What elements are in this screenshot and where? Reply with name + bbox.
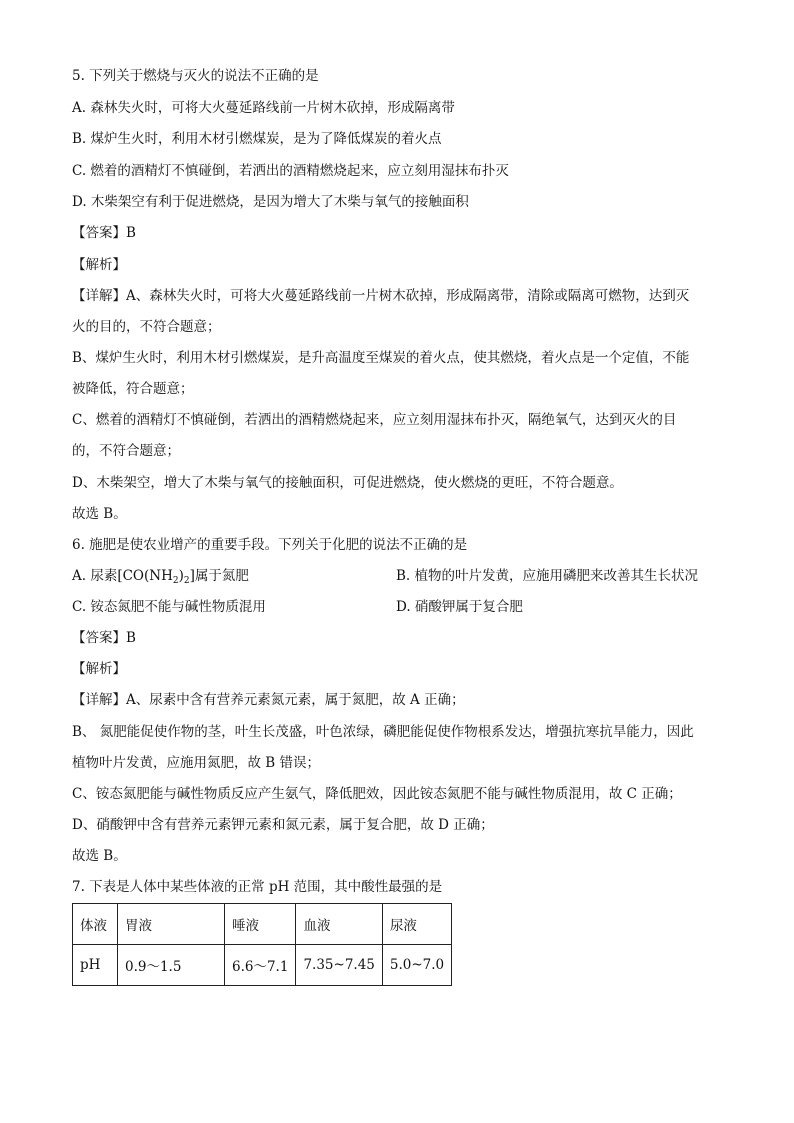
q6-detail-line: 植物叶片发黄，应施用氮肥，故 B 错误； xyxy=(72,755,321,771)
q5-conclusion: 故选 B。 xyxy=(72,506,127,522)
q6-option-a-prefix: A. 尿素[CO(NH xyxy=(72,568,173,584)
table-cell: 7.35~7.45 xyxy=(296,945,382,986)
q6-detail-line: 【详解】A、尿素中含有营养元素氮元素，属于氮肥，故 A 正确； xyxy=(72,692,465,708)
table-cell: 0.9～1.5 xyxy=(118,945,225,986)
q6-option-a xyxy=(72,566,249,591)
q5-option-a: A. 森林失火时，可将大火蔓延路线前一片树木砍掉，形成隔离带 xyxy=(72,100,455,116)
q5-detail-line: D、木柴架空，增大了木柴与氧气的接触面积，可促进燃烧，使火燃烧的更旺，不符合题意。 xyxy=(72,475,623,491)
table-header-cell: 血液 xyxy=(296,904,382,945)
q6-detail-line: B、 氮肥能促使作物的茎，叶生长茂盛，叶色浓绿，磷肥能促使作物根系发达，增强抗寒抗旱能力，因此 xyxy=(72,724,694,740)
q6-answer: 【答案】B xyxy=(72,630,136,646)
table-cell: 6.6～7.1 xyxy=(225,945,296,986)
q5-option-d: D. 木柴架空有利于促进燃烧，是因为增大了木柴与氧气的接触面积 xyxy=(72,194,469,210)
q5-option-c: C. 燃着的酒精灯不慎碰倒，若洒出的酒精燃烧起来，应立刻用湿抹布扑灭 xyxy=(72,163,509,179)
q6-option-b: B. 植物的叶片发黄，应施用磷肥来改善其生长状况 xyxy=(396,568,699,584)
q5-stem: 5. 下列关于燃烧与灭火的说法不正确的是 xyxy=(72,68,319,84)
table-header-cell: 胃液 xyxy=(118,904,225,945)
table-row xyxy=(73,904,452,945)
q6-conclusion: 故选 B。 xyxy=(72,848,127,864)
table-cell: 5.0~7.0 xyxy=(382,945,451,986)
q6-analysis-label: 【解析】 xyxy=(72,661,126,677)
q6-option-a-mid: ) xyxy=(178,568,184,584)
q6-option-c: C. 铵态氮肥不能与碱性物质混用 xyxy=(72,599,266,615)
q5-detail-line: B、煤炉生火时，利用木材引燃煤炭，是升高温度至煤炭的着火点，使其燃烧，着火点是一个定值，不能 xyxy=(72,350,690,366)
table-header-cell: 体液 xyxy=(73,904,118,945)
q6-detail-line: D、硝酸钾中含有营养元素钾元素和氮元素，属于复合肥，故 D 正确； xyxy=(72,817,494,833)
ph-table xyxy=(72,903,452,986)
q5-answer: 【答案】B xyxy=(72,225,136,241)
q5-detail-line: C、燃着的酒精灯不慎碰倒，若洒出的酒精燃烧起来，应立刻用湿抹布扑灭，隔绝氧气，达到灭火的目 xyxy=(72,412,677,428)
q6-option-d: D. 硝酸钾属于复合肥 xyxy=(396,599,523,615)
q5-detail-line: 火的目的，不符合题意； xyxy=(72,319,221,335)
table-cell: pH xyxy=(73,945,118,986)
table-header-cell: 唾液 xyxy=(225,904,296,945)
q6-stem: 6. 施肥是使农业增产的重要手段。下列关于化肥的说法不正确的是 xyxy=(72,537,468,553)
q6-option-a-subscript: 2 xyxy=(183,576,190,586)
q5-detail-line: 的，不符合题意； xyxy=(72,443,180,459)
q5-detail-line: 被降低，符合题意； xyxy=(72,381,194,397)
table-header-cell: 尿液 xyxy=(382,904,451,945)
q5-analysis-label: 【解析】 xyxy=(72,257,126,273)
q6-option-a-suffix: ]属于氮肥 xyxy=(189,568,249,584)
q6-detail-line: C、铵态氮肥能与碱性物质反应产生氨气，降低肥效，因此铵态氮肥不能与碱性物质混用，故 C 正确； xyxy=(72,786,682,802)
q7-stem: 7. 下表是人体中某些体液的正常 pH 范围，其中酸性最强的是 xyxy=(72,879,443,895)
q6-option-a-subscript: 2 xyxy=(172,576,179,586)
q5-detail-line: 【详解】A、森林失火时，可将大火蔓延路线前一片树木砍掉，形成隔离带，清除或隔离可燃物，达到灭 xyxy=(72,288,690,304)
table-row xyxy=(73,945,452,986)
q5-option-b: B. 煤炉生火时，利用木材引燃煤炭，是为了降低煤炭的着火点 xyxy=(72,131,442,147)
